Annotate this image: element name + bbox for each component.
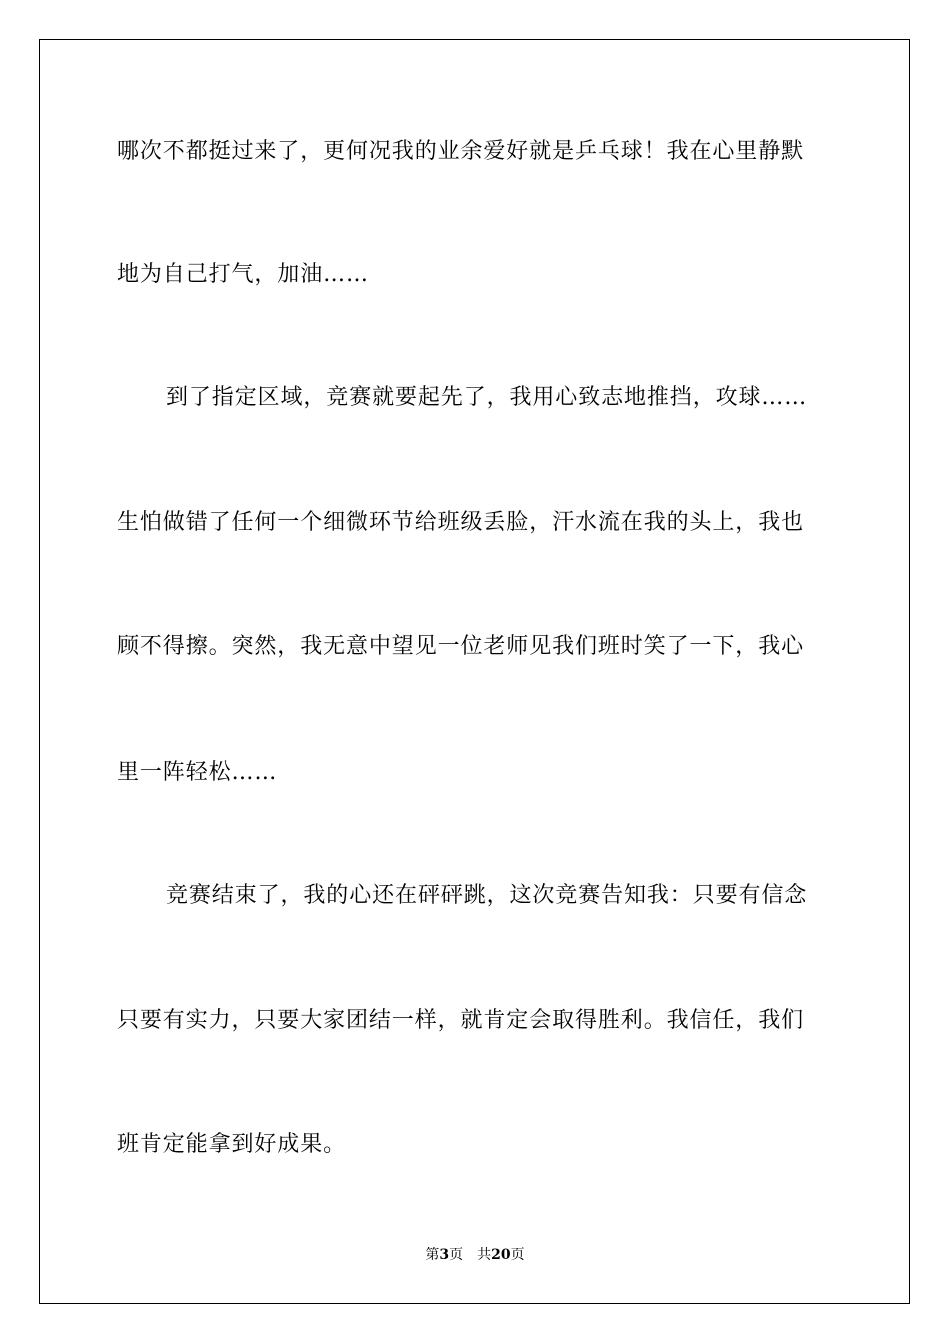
page-footer bbox=[0, 1245, 950, 1265]
total-suffix: 页 bbox=[510, 1247, 525, 1263]
text-line: 地为自己打气，加油…… bbox=[117, 262, 369, 287]
page-prefix: 第 bbox=[425, 1247, 440, 1263]
text-line: 顾不得擦。突然，我无意中望见一位老师见我们班时笑了一下，我心 bbox=[117, 634, 805, 659]
total-pages: 20 bbox=[491, 1247, 511, 1263]
text-line: 只要有实力，只要大家团结一样，就肯定会取得胜利。我信任，我们 bbox=[117, 1008, 805, 1033]
page-number: 3 bbox=[439, 1247, 450, 1263]
text-line: 到了指定区域，竞赛就要起先了，我用心致志地推挡，攻球…… bbox=[166, 385, 808, 410]
page-suffix: 页 bbox=[449, 1247, 464, 1263]
text-line: 里一阵轻松…… bbox=[117, 760, 278, 785]
text-line: 生怕做错了任何一个细微环节给班级丢脸，汗水流在我的头上，我也 bbox=[117, 510, 805, 535]
text-line: 竞赛结束了，我的心还在砰砰跳，这次竞赛告知我：只要有信念 bbox=[166, 883, 808, 908]
text-line: 哪次不都挺过来了，更何况我的业余爱好就是乒乓球！我在心里静默 bbox=[117, 139, 805, 164]
page-border bbox=[39, 39, 910, 1304]
total-prefix: 共 bbox=[477, 1247, 492, 1263]
text-line: 班肯定能拿到好成果。 bbox=[117, 1132, 347, 1157]
